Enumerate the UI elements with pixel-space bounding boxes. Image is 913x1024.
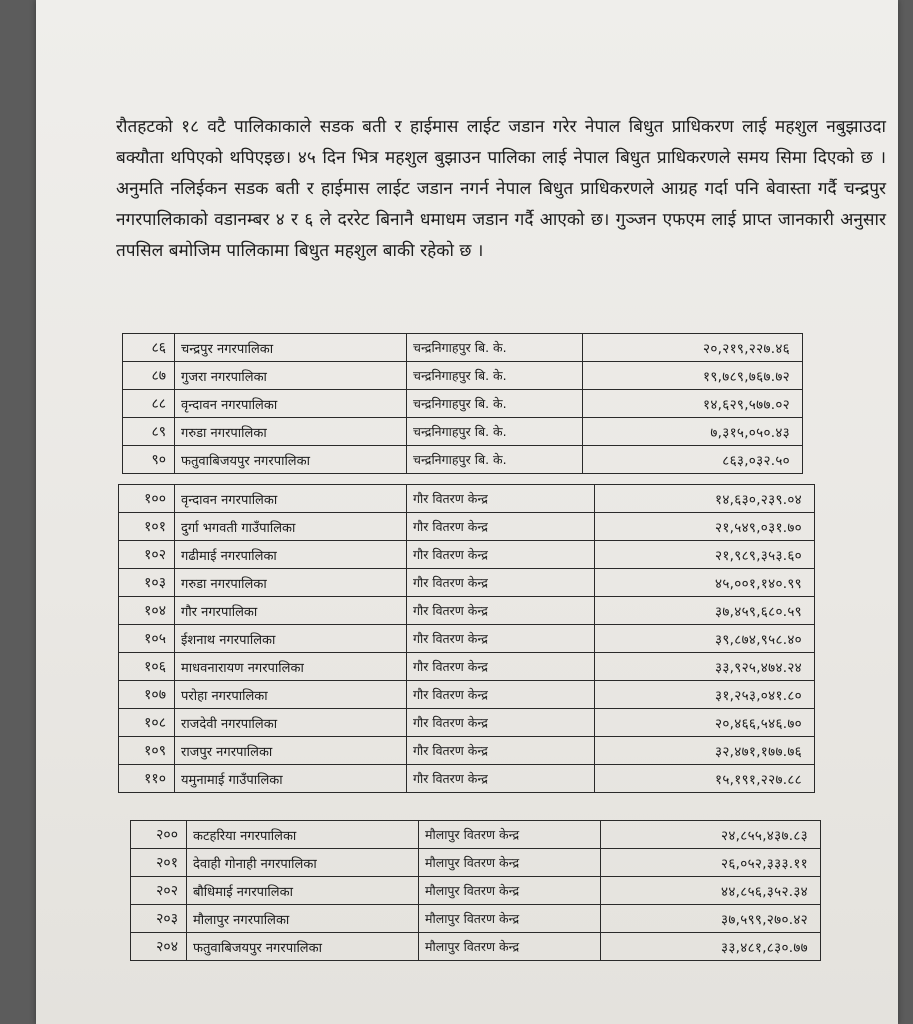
table-row (119, 541, 815, 569)
table-row (119, 709, 815, 737)
distribution-centre-cell: चन्द्रनिगाहपुर बि. के. (407, 418, 583, 446)
table-row (131, 933, 821, 961)
amount-due-cell: ३३,९२५,४७४.२४ (595, 653, 815, 681)
table-row (123, 418, 803, 446)
table-row (131, 821, 821, 849)
table-row (119, 569, 815, 597)
distribution-centre-cell: चन्द्रनिगाहपुर बि. के. (407, 362, 583, 390)
municipality-name-cell: वृन्दावन नगरपालिका (175, 485, 407, 513)
serial-number-cell: १०६ (119, 653, 175, 681)
serial-number-cell: ११० (119, 765, 175, 793)
serial-number-cell: ८६ (123, 334, 175, 362)
amount-due-cell: २४,८५५,४३७.८३ (601, 821, 821, 849)
table-row (131, 849, 821, 877)
table-row (119, 737, 815, 765)
municipality-name-cell: चन्द्रपुर नगरपालिका (175, 334, 407, 362)
amount-due-cell: ३७,४५९,६८०.५९ (595, 597, 815, 625)
distribution-centre-cell: गौर वितरण केन्द्र (407, 597, 595, 625)
dues-table-body (131, 821, 821, 961)
table-row (119, 513, 815, 541)
distribution-centre-cell: मौलापुर वितरण केन्द्र (419, 933, 601, 961)
table-row (123, 334, 803, 362)
amount-due-cell: १४,६३०,२३९.०४ (595, 485, 815, 513)
dues-table-body (119, 485, 815, 793)
amount-due-cell: ३१,२५३,०४१.८० (595, 681, 815, 709)
municipality-name-cell: गरुडा नगरपालिका (175, 569, 407, 597)
dues-table-chandranigahpur (122, 333, 803, 474)
municipality-name-cell: राजपुर नगरपालिका (175, 737, 407, 765)
amount-due-cell: ३२,४७१,१७७.७६ (595, 737, 815, 765)
intro-paragraph: रौतहटको १८ वटै पालिकाकाले सडक बती र हाईमास लाईट जडान गरेर नेपाल बिधुत प्राधिकरण लाई महशुल नबुझाउदा बक्यौता थपिएको थपिएइछ। ४५ दिन भित्र महशुल बुझाउन पालिका लाई नेपाल बिधुत प्राधिकरणले समय सिमा दिएको छ । अनुमति नलिईकन सडक बती र हाईमास लाईट जडान नगर्न नेपाल बिधुत प्राधिकरणले आग्रह गर्दा पनि बेवास्ता गर्दै चन्द्रपुर नगरपालिकाको वडानम्बर ४ र ६ ले दररेट बिनानै धमाधम जडान गर्दै आएको छ। गुञ्जन एफएम लाई प्राप्त जानकारी अनुसार तपसिल बमोजिम पालिकामा बिधुत महशुल बाकी रहेको छ । (116, 117, 886, 261)
table-row (119, 485, 815, 513)
amount-due-cell: २०,४६६,५४६.७० (595, 709, 815, 737)
distribution-centre-cell: गौर वितरण केन्द्र (407, 569, 595, 597)
distribution-centre-cell: मौलापुर वितरण केन्द्र (419, 849, 601, 877)
serial-number-cell: १०४ (119, 597, 175, 625)
serial-number-cell: ८७ (123, 362, 175, 390)
distribution-centre-cell: गौर वितरण केन्द्र (407, 709, 595, 737)
municipality-name-cell: गढीमाई नगरपालिका (175, 541, 407, 569)
amount-due-cell: २०,२१९,२२७.४६ (583, 334, 803, 362)
amount-due-cell: ४५,००१,१४०.९९ (595, 569, 815, 597)
municipality-name-cell: गरुडा नगरपालिका (175, 418, 407, 446)
distribution-centre-cell: गौर वितरण केन्द्र (407, 541, 595, 569)
serial-number-cell: १०२ (119, 541, 175, 569)
amount-due-cell: २६,०५२,३३३.११ (601, 849, 821, 877)
serial-number-cell: २०० (131, 821, 187, 849)
municipality-name-cell: गौर नगरपालिका (175, 597, 407, 625)
amount-due-cell: १५,१९१,२२७.८८ (595, 765, 815, 793)
amount-due-cell: १४,६२९,५७७.०२ (583, 390, 803, 418)
distribution-centre-cell: मौलापुर वितरण केन्द्र (419, 877, 601, 905)
distribution-centre-cell: गौर वितरण केन्द्र (407, 513, 595, 541)
amount-due-cell: २१,९८९,३५३.६० (595, 541, 815, 569)
distribution-centre-cell: मौलापुर वितरण केन्द्र (419, 821, 601, 849)
distribution-centre-cell: गौर वितरण केन्द्र (407, 485, 595, 513)
serial-number-cell: २०१ (131, 849, 187, 877)
amount-due-cell: ७,३१५,०५०.४३ (583, 418, 803, 446)
municipality-name-cell: गुजरा नगरपालिका (175, 362, 407, 390)
serial-number-cell: १०१ (119, 513, 175, 541)
dues-table-gaur (118, 484, 815, 793)
municipality-name-cell: माधवनारायण नगरपालिका (175, 653, 407, 681)
amount-due-cell: ८६३,०३२.५० (583, 446, 803, 474)
serial-number-cell: १०५ (119, 625, 175, 653)
distribution-centre-cell: गौर वितरण केन्द्र (407, 653, 595, 681)
serial-number-cell: ८८ (123, 390, 175, 418)
distribution-centre-cell: चन्द्रनिगाहपुर बि. के. (407, 334, 583, 362)
municipality-name-cell: फतुवाबिजयपुर नगरपालिका (175, 446, 407, 474)
table-row (123, 362, 803, 390)
municipality-name-cell: राजदेवी नगरपालिका (175, 709, 407, 737)
table-row (123, 446, 803, 474)
serial-number-cell: १०८ (119, 709, 175, 737)
amount-due-cell: ४४,८५६,३५२.३४ (601, 877, 821, 905)
municipality-name-cell: परोहा नगरपालिका (175, 681, 407, 709)
table-row (131, 905, 821, 933)
table-row (119, 681, 815, 709)
distribution-centre-cell: मौलापुर वितरण केन्द्र (419, 905, 601, 933)
municipality-name-cell: यमुनामाई गाउँपालिका (175, 765, 407, 793)
serial-number-cell: १०७ (119, 681, 175, 709)
distribution-centre-cell: चन्द्रनिगाहपुर बि. के. (407, 390, 583, 418)
distribution-centre-cell: गौर वितरण केन्द्र (407, 765, 595, 793)
municipality-name-cell: बौधिमाई नगरपालिका (187, 877, 419, 905)
municipality-name-cell: दुर्गा भगवती गाउँपालिका (175, 513, 407, 541)
serial-number-cell: १०० (119, 485, 175, 513)
serial-number-cell: १०९ (119, 737, 175, 765)
table-row (119, 597, 815, 625)
amount-due-cell: ३७,५९९,२७०.४२ (601, 905, 821, 933)
amount-due-cell: २१,५४९,०३१.७० (595, 513, 815, 541)
municipality-name-cell: मौलापुर नगरपालिका (187, 905, 419, 933)
dues-table-maulapur (130, 820, 821, 961)
dues-table-body (123, 334, 803, 474)
municipality-name-cell: ईशनाथ नगरपालिका (175, 625, 407, 653)
serial-number-cell: २०३ (131, 905, 187, 933)
serial-number-cell: ९० (123, 446, 175, 474)
distribution-centre-cell: गौर वितरण केन्द्र (407, 681, 595, 709)
distribution-centre-cell: चन्द्रनिगाहपुर बि. के. (407, 446, 583, 474)
serial-number-cell: १०३ (119, 569, 175, 597)
municipality-name-cell: वृन्दावन नगरपालिका (175, 390, 407, 418)
serial-number-cell: ८९ (123, 418, 175, 446)
municipality-name-cell: कटहरिया नगरपालिका (187, 821, 419, 849)
amount-due-cell: ३९,८७४,९५८.४० (595, 625, 815, 653)
table-row (131, 877, 821, 905)
municipality-name-cell: फतुवाबिजयपुर नगरपालिका (187, 933, 419, 961)
serial-number-cell: २०४ (131, 933, 187, 961)
amount-due-cell: १९,७८९,७६७.७२ (583, 362, 803, 390)
amount-due-cell: ३३,४८१,८३०.७७ (601, 933, 821, 961)
municipality-name-cell: देवाही गोनाही नगरपालिका (187, 849, 419, 877)
table-row (119, 653, 815, 681)
distribution-centre-cell: गौर वितरण केन्द्र (407, 625, 595, 653)
serial-number-cell: २०२ (131, 877, 187, 905)
distribution-centre-cell: गौर वितरण केन्द्र (407, 737, 595, 765)
table-row (119, 765, 815, 793)
table-row (123, 390, 803, 418)
table-row (119, 625, 815, 653)
